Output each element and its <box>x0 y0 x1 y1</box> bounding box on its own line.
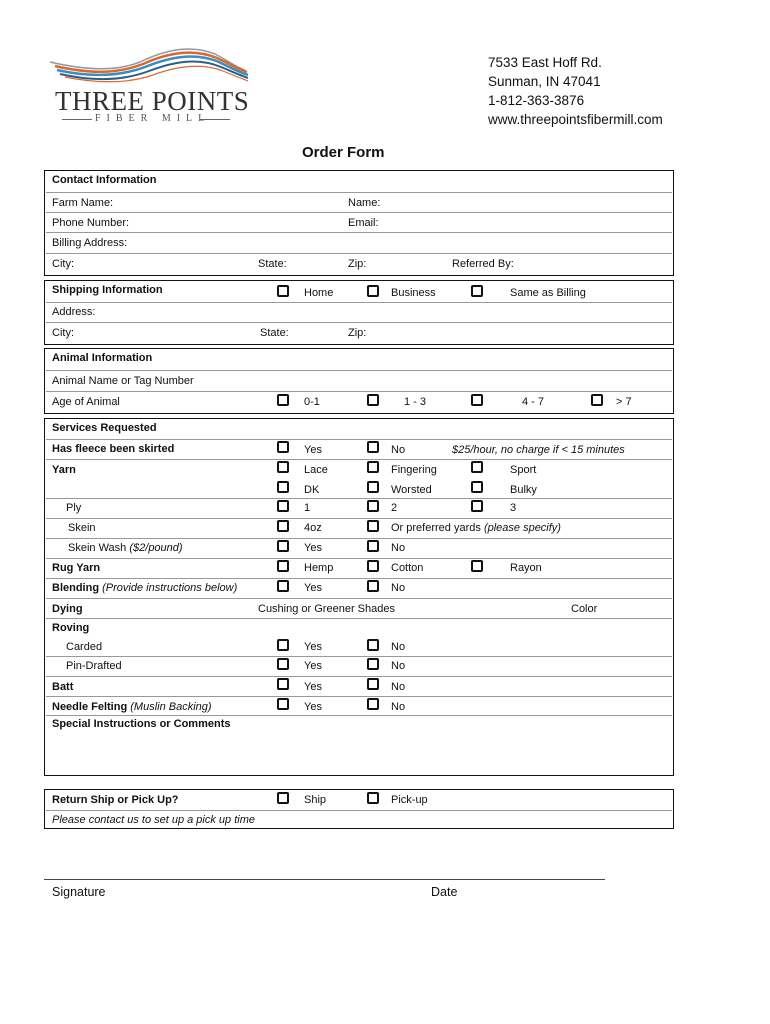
logo-sub: FIBER MILL <box>95 113 211 124</box>
shipping-heading: Shipping Information <box>52 284 163 296</box>
lace-label: Lace <box>304 464 328 476</box>
skein-pref-label <box>391 522 561 535</box>
ply-label: Ply <box>66 502 82 514</box>
batt-yes-checkbox[interactable] <box>277 678 289 690</box>
ply-2-checkbox[interactable] <box>367 500 379 512</box>
signature-line <box>44 879 605 880</box>
skein-4oz-label: 4oz <box>304 522 322 534</box>
pin-drafted-yes-label: Yes <box>304 660 322 672</box>
roving-label: Roving <box>52 622 90 634</box>
pin-drafted-no-label: No <box>391 660 406 672</box>
divider <box>46 322 672 323</box>
needle-felting-label <box>52 701 212 714</box>
animal-name-field[interactable]: Animal Name or Tag Number <box>52 375 194 387</box>
skirted-note: $25/hour, no charge if < 15 minutes <box>452 444 625 456</box>
name-field[interactable]: Name: <box>348 197 381 209</box>
bulky-checkbox[interactable] <box>471 481 483 493</box>
cotton-label: Cotton <box>391 562 424 574</box>
carded-yes-label: Yes <box>304 641 322 653</box>
logo-rule-right <box>200 119 230 120</box>
cotton-checkbox[interactable] <box>367 560 379 572</box>
fingering-label: Fingering <box>391 464 437 476</box>
pin-drafted-no-checkbox[interactable] <box>367 658 379 670</box>
date-label[interactable]: Date <box>431 885 458 899</box>
divider <box>46 253 672 254</box>
needle-note: (Muslin Backing) <box>130 701 212 713</box>
divider <box>46 715 672 716</box>
skirted-yes-label: Yes <box>304 444 322 456</box>
blending-note: (Provide instructions below) <box>102 582 238 594</box>
carded-label: Carded <box>66 641 103 653</box>
ply-1-checkbox[interactable] <box>277 500 289 512</box>
pickup-label: Pick-up <box>391 794 428 806</box>
pin-drafted-label: Pin-Drafted <box>66 660 122 672</box>
pin-drafted-yes-checkbox[interactable] <box>277 658 289 670</box>
skein-wash-yes-label: Yes <box>304 542 322 554</box>
dying-shades-field[interactable]: Cushing or Greener Shades <box>258 603 395 615</box>
divider <box>46 370 672 371</box>
special-instructions-area[interactable] <box>48 733 668 773</box>
ply-2-label: 2 <box>391 502 398 514</box>
blending-label <box>52 582 237 595</box>
age-over-7-checkbox[interactable] <box>591 394 603 406</box>
needle-yes-label: Yes <box>304 701 322 713</box>
signature-label[interactable]: Signature <box>52 885 106 899</box>
skein-wash-price: ($2/pound) <box>129 542 183 554</box>
animal-heading: Animal Information <box>52 352 153 364</box>
farm-name-field[interactable]: Farm Name: <box>52 197 114 209</box>
batt-label: Batt <box>52 681 74 693</box>
fingering-checkbox[interactable] <box>367 461 379 473</box>
blending-no-label: No <box>391 582 406 594</box>
zip-field[interactable]: Zip: <box>348 258 367 270</box>
city-field[interactable]: City: <box>52 258 74 270</box>
rug-yarn-label: Rug Yarn <box>52 562 101 574</box>
skirted-label: Has fleece been skirted <box>52 443 175 455</box>
same-as-billing-label: Same as Billing <box>510 287 586 299</box>
home-label: Home <box>304 287 334 299</box>
divider <box>46 618 672 619</box>
state-field[interactable]: State: <box>258 258 287 270</box>
skein-wash-yes-checkbox[interactable] <box>277 540 289 552</box>
dying-label: Dying <box>52 603 83 615</box>
contact-heading: Contact Information <box>52 174 157 186</box>
logo-rule-left <box>62 119 92 120</box>
page-title: Order Form <box>302 144 385 161</box>
worsted-label: Worsted <box>391 484 432 496</box>
skein-pref-text: Or preferred yards <box>391 522 481 534</box>
blending-yes-label: Yes <box>304 582 322 594</box>
shipping-state-field[interactable]: State: <box>260 327 289 339</box>
age-1-3-checkbox[interactable] <box>367 394 379 406</box>
divider <box>46 212 672 213</box>
dying-color-field[interactable]: Color <box>571 603 598 615</box>
needle-no-checkbox[interactable] <box>367 698 379 710</box>
ply-3-label: 3 <box>510 502 517 514</box>
sport-label: Sport <box>510 464 537 476</box>
divider <box>46 558 672 559</box>
batt-yes-label: Yes <box>304 681 322 693</box>
carded-no-checkbox[interactable] <box>367 639 379 651</box>
skein-wash-label <box>68 542 183 555</box>
divider <box>46 498 672 499</box>
age-option: 1 - 3 <box>404 396 427 408</box>
carded-yes-checkbox[interactable] <box>277 639 289 651</box>
skirted-yes-checkbox[interactable] <box>277 441 289 453</box>
blending-text: Blending <box>52 582 100 594</box>
dk-checkbox[interactable] <box>277 481 289 493</box>
address-line1: 7533 East Hoff Rd. <box>488 55 602 70</box>
age-4-7-checkbox[interactable] <box>471 394 483 406</box>
skirted-no-checkbox[interactable] <box>367 441 379 453</box>
divider <box>46 598 672 599</box>
age-option: > 7 <box>616 396 632 408</box>
pickup-checkbox[interactable] <box>367 792 379 804</box>
business-checkbox[interactable] <box>367 285 379 297</box>
worsted-checkbox[interactable] <box>367 481 379 493</box>
sport-checkbox[interactable] <box>471 461 483 473</box>
skein-wash-no-label: No <box>391 542 406 554</box>
divider <box>46 518 672 519</box>
shipping-city-field[interactable]: City: <box>52 327 74 339</box>
lace-checkbox[interactable] <box>277 461 289 473</box>
age-option: 4 - 7 <box>522 396 545 408</box>
needle-yes-checkbox[interactable] <box>277 698 289 710</box>
dk-label: DK <box>304 484 320 496</box>
bulky-label: Bulky <box>510 484 537 496</box>
shipping-address-field[interactable]: Address: <box>52 306 96 318</box>
divider <box>46 810 672 811</box>
blending-yes-checkbox[interactable] <box>277 580 289 592</box>
business-label: Business <box>391 287 436 299</box>
skein-label: Skein <box>68 522 96 534</box>
skein-pref-note: (please specify) <box>483 522 561 534</box>
hemp-checkbox[interactable] <box>277 560 289 572</box>
logo-wave-icon <box>45 40 250 90</box>
email-field[interactable]: Email: <box>348 217 379 229</box>
age-label: Age of Animal <box>52 396 120 408</box>
batt-no-checkbox[interactable] <box>367 678 379 690</box>
divider <box>46 232 672 233</box>
ply-1-label: 1 <box>304 502 311 514</box>
divider <box>46 391 672 392</box>
skein-4oz-checkbox[interactable] <box>277 520 289 532</box>
rayon-label: Rayon <box>510 562 542 574</box>
divider <box>46 538 672 539</box>
skirted-no-label: No <box>391 444 406 456</box>
divider <box>46 578 672 579</box>
pickup-note: Please contact us to set up a pick up time <box>52 814 256 826</box>
referred-by-field[interactable]: Referred By: <box>452 258 514 270</box>
batt-no-label: No <box>391 681 406 693</box>
divider <box>46 676 672 677</box>
home-checkbox[interactable] <box>277 285 289 297</box>
divider <box>46 439 672 440</box>
hemp-label: Hemp <box>304 562 334 574</box>
divider <box>46 696 672 697</box>
billing-address-field[interactable]: Billing Address: <box>52 237 128 249</box>
phone-field[interactable]: Phone Number: <box>52 217 130 229</box>
carded-no-label: No <box>391 641 406 653</box>
rayon-checkbox[interactable] <box>471 560 483 572</box>
age-0-1-checkbox[interactable] <box>277 394 289 406</box>
age-option: 0-1 <box>304 396 320 408</box>
logo-name: THREE POINTS <box>55 86 250 116</box>
same-as-billing-checkbox[interactable] <box>471 285 483 297</box>
needle-text: Needle Felting <box>52 701 128 713</box>
divider <box>46 302 672 303</box>
ship-checkbox[interactable] <box>277 792 289 804</box>
ship-label: Ship <box>304 794 327 806</box>
phone: 1-812-363-3876 <box>488 93 585 108</box>
skein-wash-text: Skein Wash <box>68 542 127 554</box>
skein-pref-checkbox[interactable] <box>367 520 379 532</box>
address-line2: Sunman, IN 47041 <box>488 74 601 89</box>
ply-3-checkbox[interactable] <box>471 500 483 512</box>
special-instructions-label: Special Instructions or Comments <box>52 718 231 730</box>
blending-no-checkbox[interactable] <box>367 580 379 592</box>
services-heading: Services Requested <box>52 422 157 434</box>
website: www.threepointsfibermill.com <box>488 112 663 127</box>
divider <box>46 656 672 657</box>
shipping-zip-field[interactable]: Zip: <box>348 327 367 339</box>
yarn-label: Yarn <box>52 464 76 476</box>
divider <box>46 459 672 460</box>
needle-no-label: No <box>391 701 406 713</box>
skein-wash-no-checkbox[interactable] <box>367 540 379 552</box>
return-heading: Return Ship or Pick Up? <box>52 794 179 806</box>
divider <box>46 192 672 193</box>
